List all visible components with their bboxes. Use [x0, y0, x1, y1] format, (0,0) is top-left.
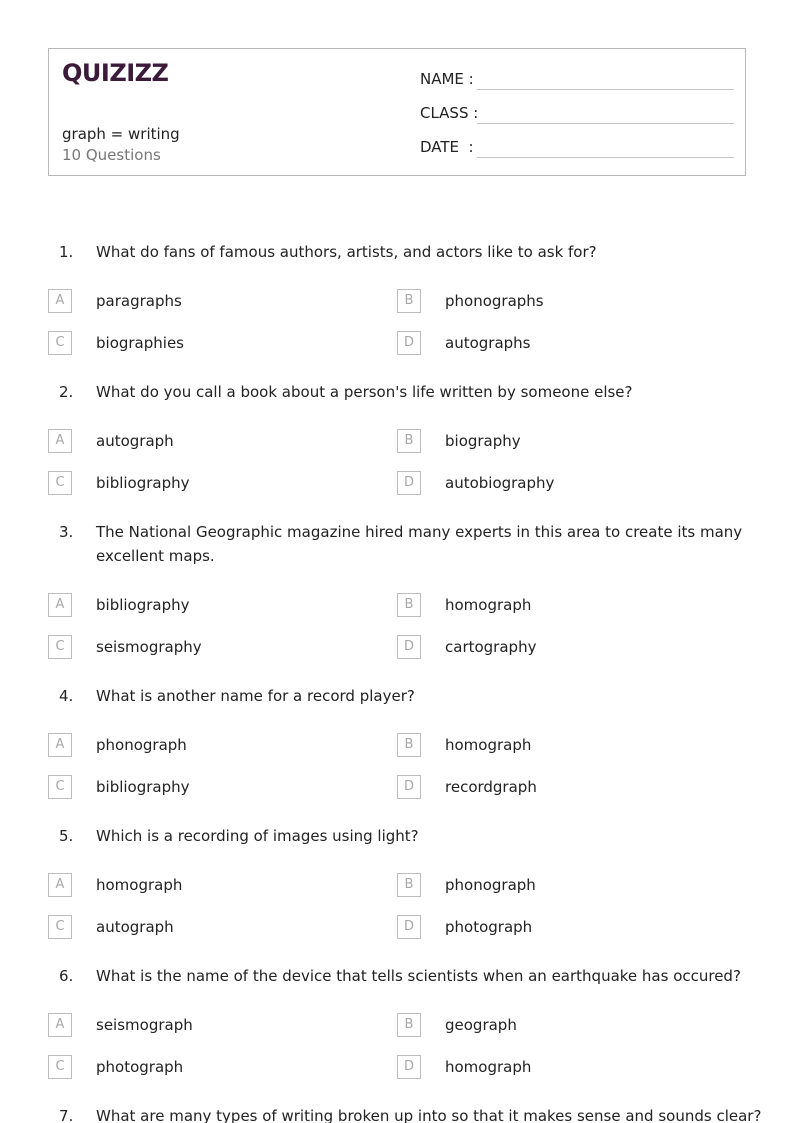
question-text: What is another name for a record player?	[96, 687, 415, 705]
question-text: What is the name of the device that tells scientists when an earthquake has occured?	[96, 967, 741, 985]
option-text: autobiography	[445, 474, 555, 492]
class-label: CLASS :	[420, 104, 479, 122]
date-line	[477, 157, 734, 158]
option-letter-box: B	[397, 873, 421, 897]
worksheet-title: graph = writing	[62, 125, 180, 143]
option-text: phonographs	[445, 292, 544, 310]
worksheet-header	[48, 48, 746, 176]
question-number: 5.	[59, 827, 74, 845]
option-letter-box: D	[397, 775, 421, 799]
option-text: cartography	[445, 638, 537, 656]
option-letter-box: A	[48, 593, 72, 617]
option-letter-box: D	[397, 915, 421, 939]
option-text: seismograph	[96, 1016, 193, 1034]
option-letter-box: D	[397, 471, 421, 495]
option-letter-box: B	[397, 593, 421, 617]
option-text: biography	[445, 432, 521, 450]
question-number: 4.	[59, 687, 74, 705]
question-number: 7.	[59, 1107, 74, 1123]
option-letter-box: C	[48, 635, 72, 659]
option-text: phonograph	[96, 736, 187, 754]
option-text: autograph	[96, 432, 174, 450]
question-number: 1.	[59, 243, 74, 261]
option-text: bibliography	[96, 596, 190, 614]
option-letter-box: D	[397, 1055, 421, 1079]
option-text: biographies	[96, 334, 184, 352]
name-field[interactable]	[420, 66, 734, 90]
option-letter-box: A	[48, 1013, 72, 1037]
class-field[interactable]	[420, 100, 734, 124]
option-letter-box: C	[48, 1055, 72, 1079]
option-letter-box: B	[397, 733, 421, 757]
option-text: geograph	[445, 1016, 517, 1034]
option-text: autographs	[445, 334, 531, 352]
name-label: NAME :	[420, 70, 474, 88]
class-line	[477, 123, 734, 124]
option-text: paragraphs	[96, 292, 182, 310]
option-letter-box: D	[397, 635, 421, 659]
option-letter-box: A	[48, 873, 72, 897]
option-letter-box: C	[48, 775, 72, 799]
option-text: homograph	[96, 876, 183, 894]
option-letter-box: B	[397, 429, 421, 453]
option-text: bibliography	[96, 778, 190, 796]
question-text: The National Geographic magazine hired many experts in this area to create its many excellent maps.	[96, 523, 743, 565]
date-label: DATE :	[420, 138, 474, 156]
option-text: autograph	[96, 918, 174, 936]
option-letter-box: A	[48, 289, 72, 313]
quizizz-logo: QUIZIZZ	[62, 59, 169, 87]
option-letter-box: A	[48, 429, 72, 453]
option-letter-box: C	[48, 471, 72, 495]
option-text: photograph	[445, 918, 533, 936]
question-text: What do you call a book about a person's life written by someone else?	[96, 383, 633, 401]
option-text: photograph	[96, 1058, 184, 1076]
option-letter-box: D	[397, 331, 421, 355]
question-text: What are many types of writing broken up into so that it makes sense and sounds clear?	[96, 1107, 762, 1123]
question-number: 2.	[59, 383, 74, 401]
option-letter-box: C	[48, 915, 72, 939]
option-letter-box: C	[48, 331, 72, 355]
option-text: bibliography	[96, 474, 190, 492]
question-number: 3.	[59, 523, 74, 541]
option-text: homograph	[445, 736, 532, 754]
option-text: homograph	[445, 1058, 532, 1076]
date-field[interactable]	[420, 134, 734, 158]
question-count: 10 Questions	[62, 146, 161, 164]
option-text: homograph	[445, 596, 532, 614]
option-text: recordgraph	[445, 778, 537, 796]
option-letter-box: A	[48, 733, 72, 757]
question-text: Which is a recording of images using light?	[96, 827, 419, 845]
option-text: seismography	[96, 638, 202, 656]
question-number: 6.	[59, 967, 74, 985]
option-letter-box: B	[397, 289, 421, 313]
option-text: phonograph	[445, 876, 536, 894]
question-text: What do fans of famous authors, artists, and actors like to ask for?	[96, 243, 597, 261]
name-line	[477, 89, 734, 90]
option-letter-box: B	[397, 1013, 421, 1037]
